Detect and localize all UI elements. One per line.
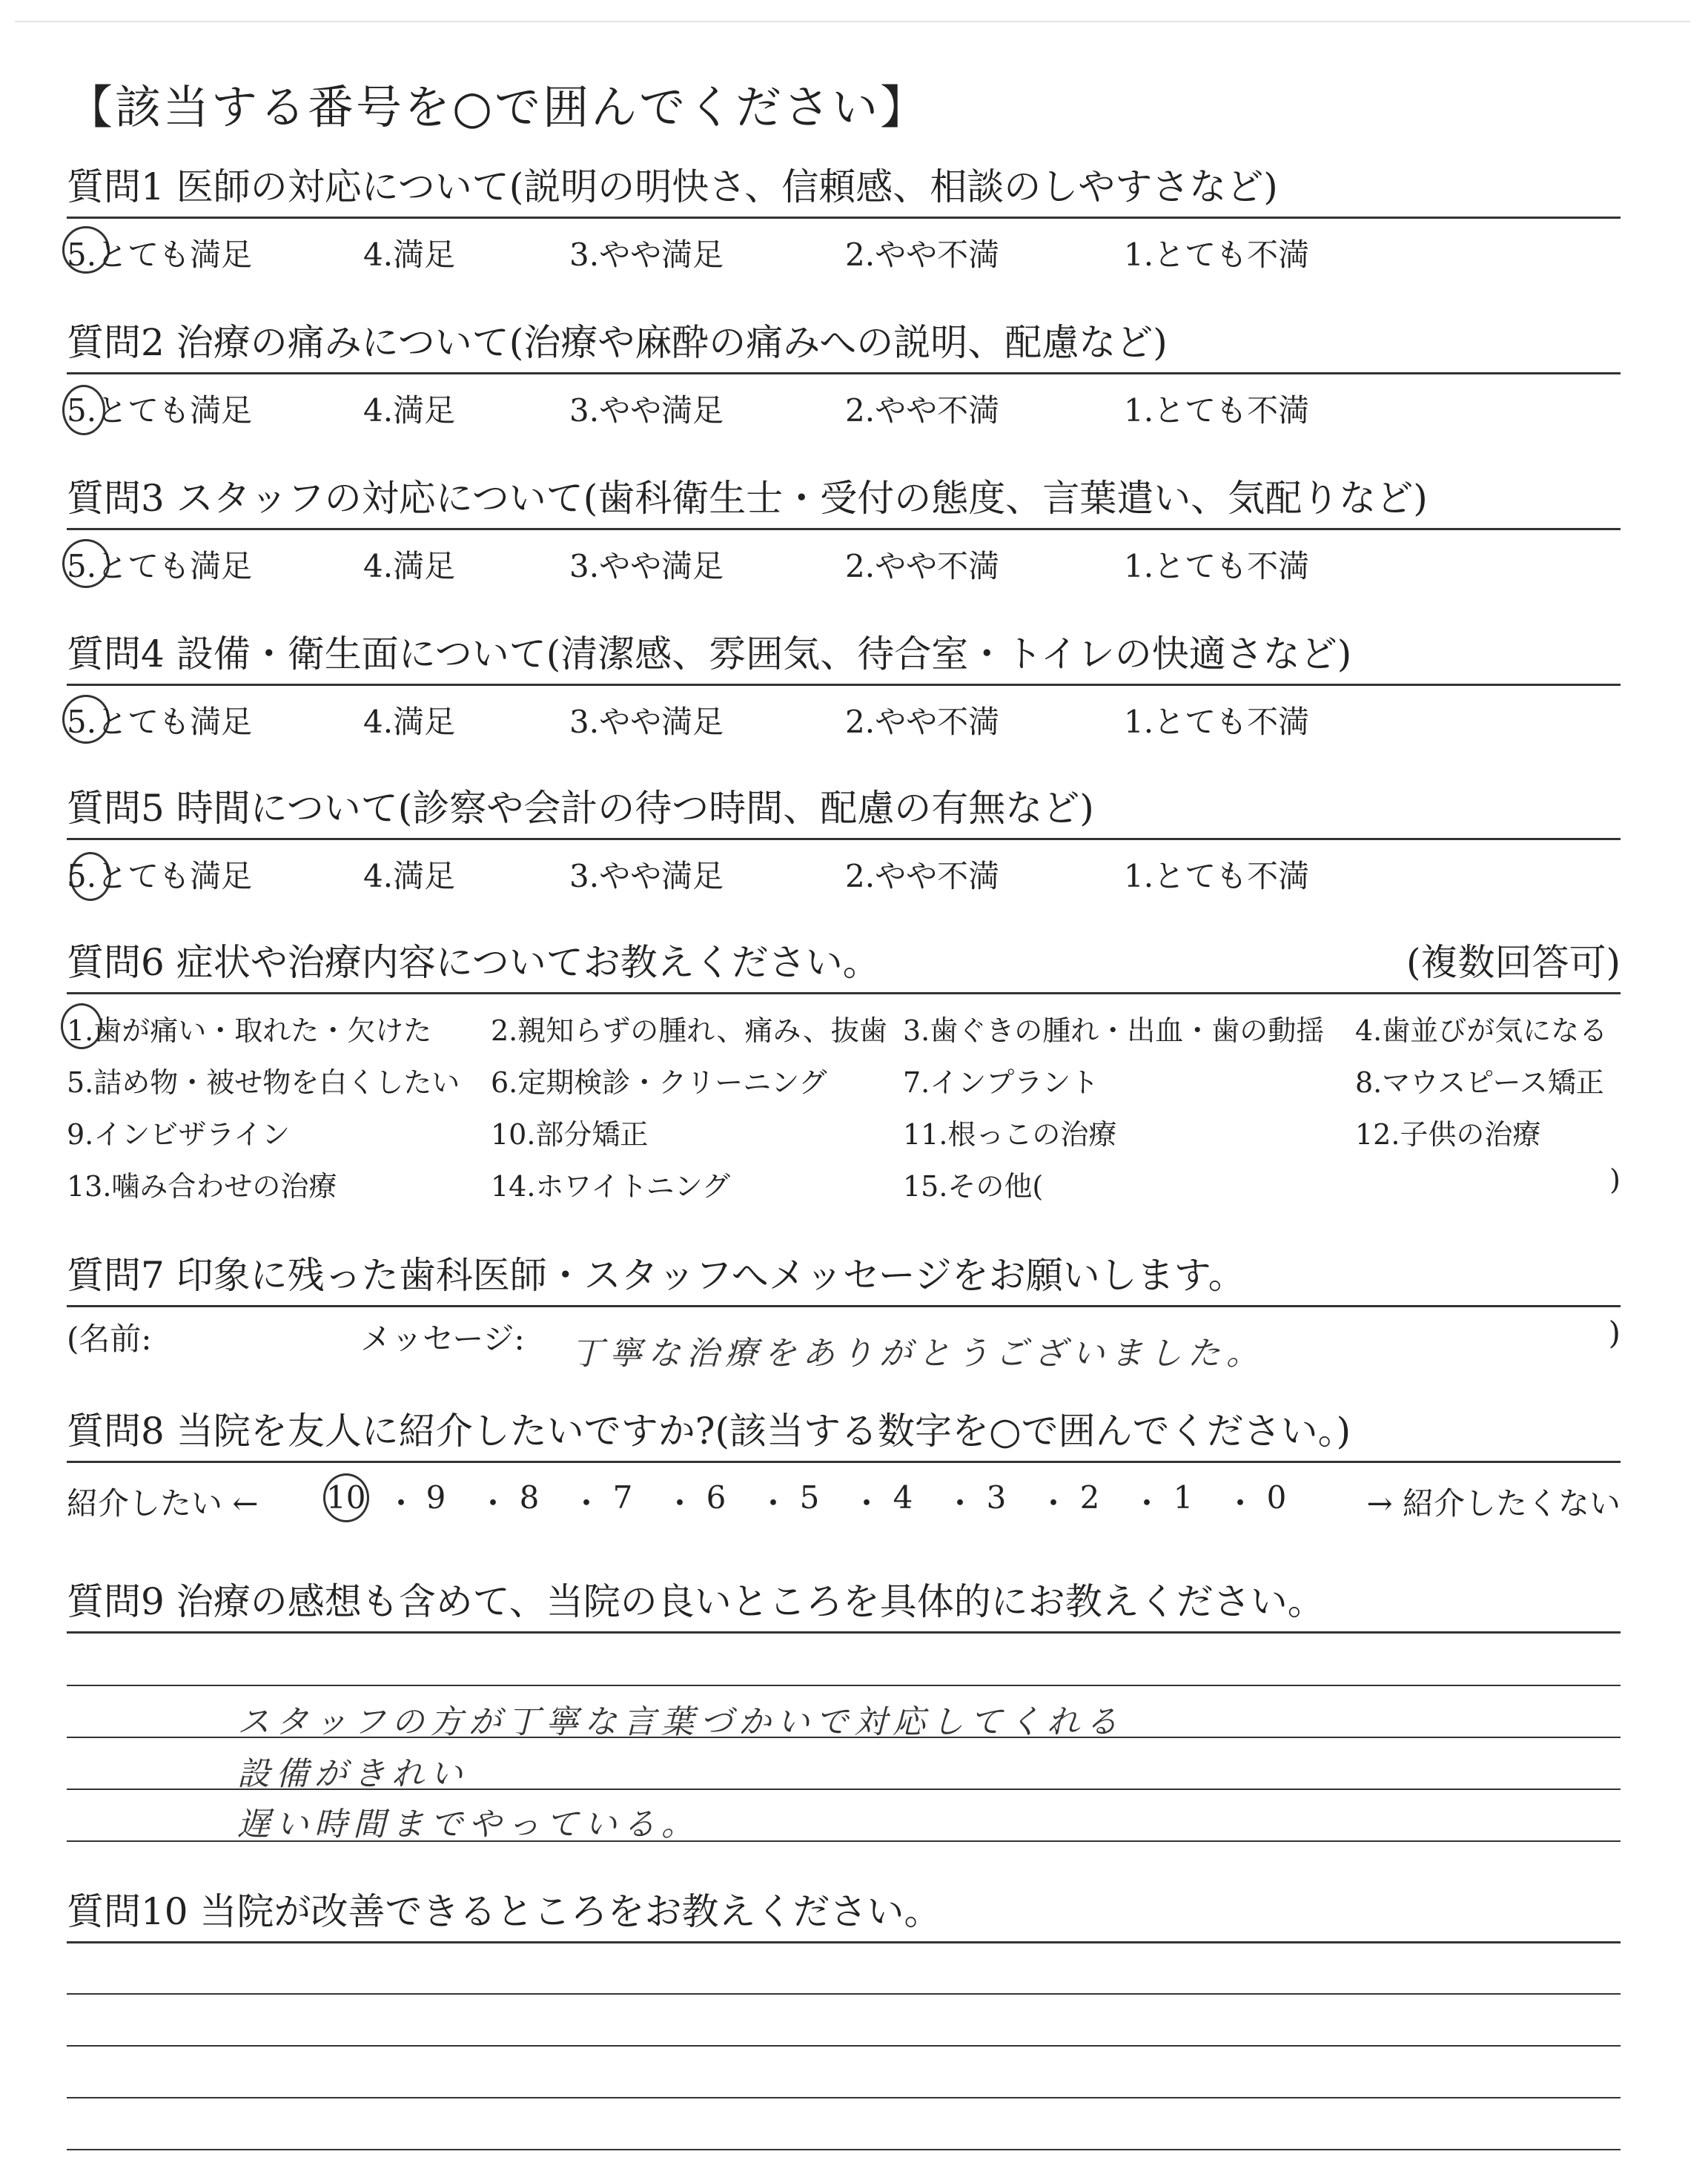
option-5[interactable]: 5.とても満足	[67, 237, 253, 273]
question-9	[67, 1579, 1621, 1634]
question-6-title-row	[67, 940, 1621, 985]
separator-dot: ・	[477, 1485, 509, 1522]
separator-dot: ・	[944, 1485, 976, 1522]
answer-line	[67, 2045, 1621, 2047]
option-3[interactable]: 3.やや満足	[569, 858, 724, 894]
scale-9[interactable]: 9	[426, 1479, 446, 1516]
divider	[67, 684, 1621, 686]
handwritten-answer-line-1[interactable]: スタッフの方が丁寧な言葉づかいで対応してくれる	[237, 1703, 1124, 1741]
option-4[interactable]: 4.満足	[363, 392, 456, 429]
q6-option-10[interactable]: 10.部分矯正	[491, 1118, 649, 1151]
q6-other-close-paren: )	[1609, 1163, 1621, 1196]
q6-option-13[interactable]: 13.噛み合わせの治療	[67, 1170, 337, 1203]
divider	[67, 1461, 1621, 1463]
question-7-title: 質問7 印象に残った歯科医師・スタッフへメッセージをお願いします。	[67, 1254, 1245, 1297]
question-3	[67, 476, 1621, 588]
separator-dot: ・	[851, 1485, 883, 1522]
option-1[interactable]: 1.とても不満	[1124, 858, 1310, 894]
message-label: メッセージ:	[360, 1321, 525, 1357]
question-5-options	[67, 846, 1621, 898]
question-2-title: 質問2 治療の痛みについて(治療や麻酔の痛みへの説明、配慮など)	[67, 321, 1168, 364]
q6-option-3[interactable]: 3.歯ぐきの腫れ・出血・歯の動揺	[903, 1014, 1325, 1047]
question-1	[67, 165, 1621, 277]
question-1-options	[67, 225, 1621, 277]
separator-dot: ・	[664, 1485, 696, 1522]
message-close-paren: )	[1608, 1315, 1621, 1351]
q6-option-4[interactable]: 4.歯並びが気になる	[1355, 1014, 1608, 1047]
question-10	[67, 1889, 1621, 1943]
page-header: 【該当する番号を○で囲んでください】	[67, 80, 929, 134]
question-9-title: 質問9 治療の感想も含めて、当院の良いところを具体的にお教えください。	[67, 1580, 1325, 1623]
scale-8[interactable]: 8	[519, 1479, 540, 1516]
option-3[interactable]: 3.やや満足	[569, 237, 724, 273]
option-2[interactable]: 2.やや不満	[845, 704, 1000, 740]
divider	[67, 992, 1621, 994]
question-2	[67, 320, 1621, 432]
recommend-right-label: → 紹介したくない	[1366, 1485, 1621, 1522]
divider	[67, 528, 1621, 530]
option-5[interactable]: 5.とても満足	[67, 548, 253, 584]
top-border	[15, 21, 1690, 22]
option-2[interactable]: 2.やや不満	[845, 237, 1000, 273]
divider	[67, 217, 1621, 219]
separator-dot: ・	[571, 1485, 603, 1522]
answer-line	[67, 2097, 1621, 2098]
option-2[interactable]: 2.やや不満	[845, 392, 1000, 429]
question-3-title: 質問3 スタッフの対応について(歯科衛生士・受付の態度、言葉遣い、気配りなど)	[67, 477, 1428, 520]
option-1[interactable]: 1.とても不満	[1124, 237, 1310, 273]
recommend-scale	[67, 1476, 1621, 1528]
scale-7[interactable]: 7	[612, 1479, 633, 1516]
scale-2[interactable]: 2	[1079, 1479, 1100, 1516]
question-3-options	[67, 536, 1621, 588]
separator-dot: ・	[1038, 1485, 1070, 1522]
name-label: (名前:	[67, 1321, 152, 1357]
question-6-options	[67, 1003, 1621, 1226]
answer-line	[67, 2149, 1621, 2150]
separator-dot: ・	[385, 1485, 417, 1522]
q6-option-6[interactable]: 6.定期検診・クリーニング	[491, 1066, 827, 1099]
q6-option-8[interactable]: 8.マウスピース矯正	[1355, 1066, 1604, 1099]
option-4[interactable]: 4.満足	[363, 237, 456, 273]
scale-0[interactable]: 0	[1266, 1479, 1287, 1516]
question-6	[67, 940, 1621, 1226]
q6-option-1[interactable]: 1.歯が痛い・取れた・欠けた	[67, 1014, 432, 1047]
question-7	[67, 1253, 1621, 1373]
question-4	[67, 632, 1621, 744]
option-3[interactable]: 3.やや満足	[569, 548, 724, 584]
divider	[67, 1631, 1621, 1634]
question-10-title: 質問10 当院が改善できるところをお教えください。	[67, 1890, 941, 1933]
question-5	[67, 786, 1621, 898]
option-4[interactable]: 4.満足	[363, 704, 456, 740]
scale-4[interactable]: 4	[893, 1479, 913, 1516]
answer-line	[67, 1685, 1621, 1686]
option-3[interactable]: 3.やや満足	[569, 392, 724, 429]
option-5[interactable]: 5.とても満足	[67, 392, 253, 429]
separator-dot: ・	[758, 1485, 790, 1522]
question-4-options	[67, 692, 1621, 744]
question-8-title: 質問8 当院を友人に紹介したいですか?(該当する数字を○で囲んでください。)	[67, 1410, 1351, 1453]
scale-5[interactable]: 5	[799, 1479, 820, 1516]
option-1[interactable]: 1.とても不満	[1124, 392, 1310, 429]
q6-option-7[interactable]: 7.インプラント	[903, 1066, 1099, 1099]
question-5-title: 質問5 時間について(診察や会計の待つ時間、配慮の有無など)	[67, 787, 1094, 830]
question-2-options	[67, 380, 1621, 432]
handwritten-answer-line-3[interactable]: 遅い時間までやっている。	[237, 1806, 700, 1843]
divider	[67, 372, 1621, 374]
handwritten-message[interactable]: 丁寧な治療をありがとうございました。	[571, 1335, 1265, 1373]
divider	[67, 1941, 1621, 1943]
option-2[interactable]: 2.やや不満	[845, 548, 1000, 584]
option-4[interactable]: 4.満足	[363, 858, 456, 894]
q6-option-5[interactable]: 5.詰め物・被せ物を白くしたい	[67, 1066, 460, 1099]
question-4-title: 質問4 設備・衛生面について(清潔感、雰囲気、待合室・トイレの快適さなど)	[67, 633, 1352, 676]
answer-line	[67, 1993, 1621, 1995]
option-2[interactable]: 2.やや不満	[845, 858, 1000, 894]
question-1-title: 質問1 医師の対応について(説明の明快さ、信頼感、相談のしやすさなど)	[67, 165, 1278, 208]
scale-6[interactable]: 6	[706, 1479, 726, 1516]
handwritten-answer-line-2[interactable]: 設備がきれい	[237, 1755, 469, 1793]
q6-option-2[interactable]: 2.親知らずの腫れ、痛み、抜歯	[491, 1014, 887, 1047]
option-5[interactable]: 5.とても満足	[67, 858, 253, 894]
option-4[interactable]: 4.満足	[363, 548, 456, 584]
q6-option-14[interactable]: 14.ホワイトニング	[491, 1170, 731, 1203]
multiple-answer-note: (複数回答可)	[1406, 941, 1621, 984]
separator-dot: ・	[1131, 1485, 1163, 1522]
q6-option-12[interactable]: 12.子供の治療	[1355, 1118, 1541, 1151]
separator-dot: ・	[1225, 1485, 1257, 1522]
q6-option-15[interactable]: 15.その他(	[903, 1170, 1044, 1203]
question-8	[67, 1409, 1621, 1528]
message-row	[67, 1307, 1621, 1373]
option-3[interactable]: 3.やや満足	[569, 704, 724, 740]
option-5[interactable]: 5.とても満足	[67, 704, 253, 740]
q6-option-11[interactable]: 11.根っこの治療	[903, 1118, 1117, 1151]
question-6-title: 質問6 症状や治療内容についてお教えください。	[67, 941, 880, 984]
q6-option-9[interactable]: 9.インビザライン	[67, 1118, 291, 1151]
scale-3[interactable]: 3	[986, 1479, 1007, 1516]
scale-10[interactable]: 10	[326, 1479, 366, 1516]
divider	[67, 838, 1621, 840]
option-1[interactable]: 1.とても不満	[1124, 704, 1310, 740]
scale-1[interactable]: 1	[1173, 1479, 1194, 1516]
recommend-left-label: 紹介したい ←	[67, 1485, 259, 1522]
option-1[interactable]: 1.とても不満	[1124, 548, 1310, 584]
